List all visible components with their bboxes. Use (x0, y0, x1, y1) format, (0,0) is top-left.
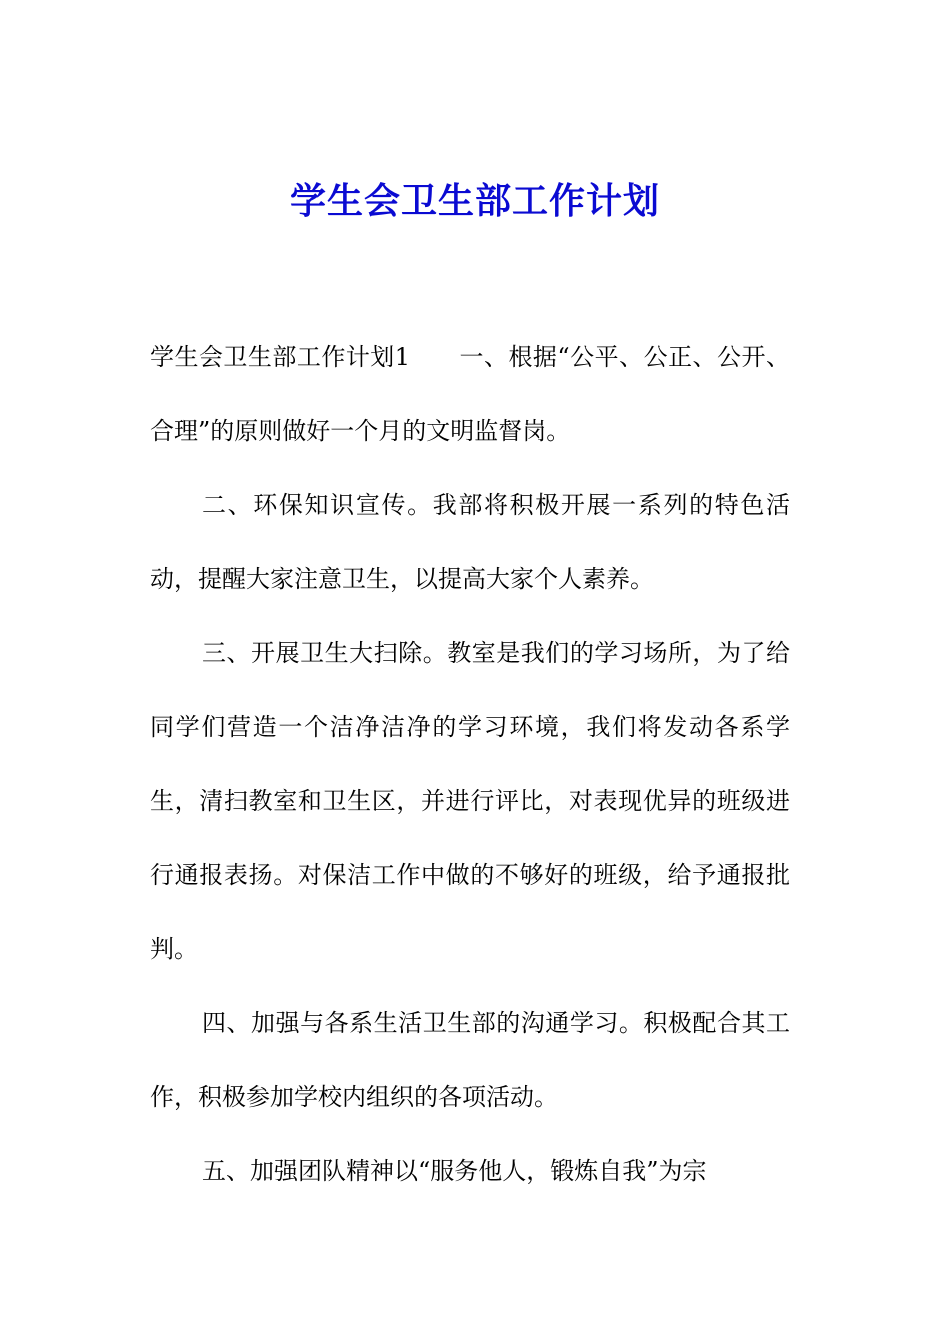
document-title: 学生会卫生部工作计划 (289, 181, 660, 222)
document-body (150, 320, 790, 1208)
paragraph-2: 二、环保知识宣传。我部将积极开展一系列的特色活动，提醒大家注意卫生，以提高大家个人素养。 (150, 491, 790, 593)
paragraph-3: 三、开展卫生大扫除。教室是我们的学习场所，为了给同学们营造一个洁净洁净的学习环境，我们将发动各系学生，清扫教室和卫生区，并进行评比，对表现优异的班级进行通报表扬。对保洁工作中做的不够好的班级，给予通报批判。 (150, 639, 790, 963)
paragraph-1: 学生会卫生部工作计划1 一、根据“公平、公正、公开、合理”的原则做好一个月的文明监督岗。 (150, 343, 790, 445)
paragraph-4: 四、加强与各系生活卫生部的沟通学习。积极配合其工作，积极参加学校内组织的各项活动。 (150, 1009, 790, 1111)
paragraph-5: 五、加强团队精神以“服务他人，锻炼自我”为宗 (202, 1157, 707, 1185)
